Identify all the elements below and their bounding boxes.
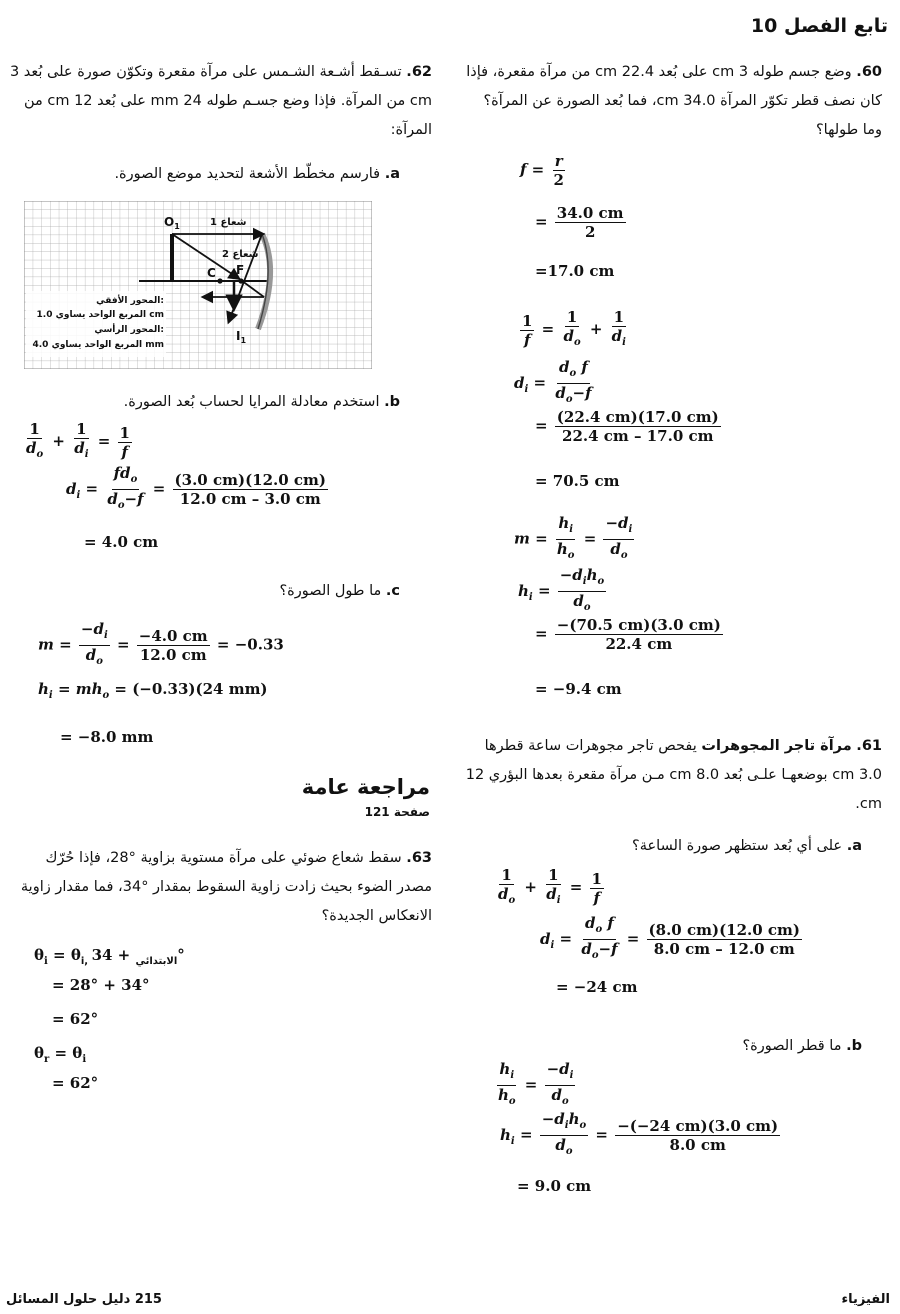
eq62-magnification: m = $\frac{-d_i}{d_o}$ = $\frac{-4.0 cm}{12.0 cm}$ = −0.33 [38, 620, 284, 667]
legend-horizontal-axis: المحور الأفقي: [96, 296, 164, 306]
problem-61-number: 61. [856, 738, 882, 754]
problem-61a: a. على أي بُعد ستظهر صورة الساعة؟ [632, 838, 862, 854]
legend-vertical-axis: المحور الرأسي: [94, 325, 164, 335]
object-label: $O_1$ [164, 215, 180, 231]
legend-vertical-scale: المربع الواحد يساوي 4.0 mm [32, 340, 164, 350]
review-heading: مراجعة عامة [301, 775, 430, 799]
eq62-di: $d_i$ = $\frac{fd_o}{d_o-f}$ = $\frac{(3.0 cm)(12.0 cm)}{12.0 cm - 3.0 cm}$ [66, 464, 327, 511]
problem-60-number: 60. [856, 64, 882, 80]
eq63-line5: = 62° [52, 1074, 99, 1092]
problem-61b: b. ما قطر الصورة؟ [742, 1038, 862, 1054]
eq60-di: $d_i$ = $\frac{d_o f}{d_o-f}$ [514, 358, 592, 405]
eq62-hi: $h_i = mh_o = (-0.33)(24$ mm) [38, 680, 268, 701]
eq60-di-result: = 70.5 cm [535, 472, 620, 490]
eq60-hi-value: = $\frac{-(70.5 cm)(3.0 cm)}{22.4 cm}$ [535, 616, 721, 653]
problem-62-statement: تسـقط أشـعة الشـمس على مرآة مقعرة وتكوّن صورة على بُعد 3 cm من المرآة. فإذا وضع جسـم طوله 24 mm على بُعد 12 cm من المرآة: [9, 64, 432, 138]
eq62-hi-result: = −8.0 mm [60, 728, 154, 746]
problem-62-number: 62. [406, 64, 432, 80]
eq63-line2: = 28° + 34° [52, 976, 150, 994]
legend-horizontal-scale: المربع الواحد يساوي 1.0 cm [36, 310, 164, 320]
problem-63-number: 63. [406, 850, 432, 866]
problem-60-statement: وضع جسم طوله 3 cm على بُعد 22.4 cm من مرآة مقعرة، فإذا كان نصف قطر تكوّر المرآة 34.0 cm، فما بُعد الصورة عن المرآة؟ وما طولها؟ [466, 64, 882, 138]
problem-61-title: مرآة تاجر المجوهرات [701, 738, 852, 754]
problem-61-text [462, 732, 882, 819]
problem-62b: b. استخدم معادلة المرايا لحساب بُعد الصورة. [123, 394, 400, 410]
eq60-f-result: =17.0 cm [535, 262, 615, 280]
eq61-mirror-equation: $\frac{1}{d_o}$ + $\frac{1}{d_i}$ = $\frac{1}{f}$ [498, 866, 602, 907]
eq62-di-result: = 4.0 cm [84, 533, 159, 551]
eq60-di-value: = $\frac{(22.4 cm)(17.0 cm)}{22.4 cm - 17.0 cm}$ [535, 408, 719, 445]
problem-60-text [462, 58, 882, 145]
footer-book-title: دليل حلول المسائل [6, 1292, 131, 1307]
problem-63-statement: سقط شعاع ضوئي على مرآة مستوية بزاوية °28، فإذا حُرّك مصدر الضوء بحيث زادت زاوية السقوط بمقدار °34، فما مقدار زاوية الانعكاس الجديدة؟ [20, 850, 432, 924]
focal-point [238, 278, 243, 283]
ray2-label: شعاع 2 [222, 249, 259, 260]
image-label: $I_1$ [236, 329, 247, 345]
eq62-mirror-equation: $\frac{1}{d_o}$ + $\frac{1}{d_i}$ = $\frac{1}{f}$ [26, 420, 130, 461]
eq60-f-value: = $\frac{34.0 cm}{2}$ [535, 204, 624, 241]
problem-62c: c. ما طول الصورة؟ [279, 583, 400, 599]
f-label: F [236, 263, 245, 277]
center-of-curvature-point [217, 278, 222, 283]
eq61-di-result: = −24 cm [556, 978, 638, 996]
eq63-line4: $\theta_r = \theta_i$ [34, 1044, 87, 1065]
footer-left [6, 1292, 162, 1307]
problem-63-text [6, 844, 432, 931]
ray-diagram [24, 201, 372, 369]
eq61-hi: $h_i$ = $\frac{-d_ih_o}{d_o}$ = $\frac{-(-24 cm)(3.0 cm)}{8.0 cm}$ [500, 1110, 779, 1157]
chapter-header: تابع الفصل 10 [750, 15, 888, 37]
footer-page-number: 215 [134, 1292, 162, 1307]
eq60-hi: $h_i$ = $\frac{-d_ih_o}{d_o}$ [518, 566, 605, 613]
eq63-line3: = 62° [52, 1010, 99, 1028]
ray1-label: شعاع 1 [210, 217, 247, 228]
eq61-magnification: $\frac{h_i}{h_o}$ = $\frac{-d_i}{d_o}$ [498, 1060, 574, 1107]
eq60-magnification: m = $\frac{h_i}{h_o}$ = $\frac{-d_i}{d_o}$ [514, 514, 633, 561]
eq61-di: $d_i$ = $\frac{d_o f}{d_o-f}$ = $\frac{(8.0 cm)(12.0 cm)}{8.0 cm - 12.0 cm}$ [540, 914, 801, 961]
c-label: C [207, 266, 216, 280]
eq61-hi-result: = 9.0 cm [517, 1177, 592, 1195]
problem-62-text [6, 58, 432, 145]
problem-62a: a. فارسم مخطّط الأشعة لتحديد موضع الصورة. [114, 166, 400, 182]
eq63-line1: $\theta_i = \theta_{i, الابتدائي} + 34^\circ$ [34, 946, 185, 967]
footer-subject: الفيزياء [841, 1292, 890, 1307]
eq60-mirror-equation: $\frac{1}{f}$ = $\frac{1}{d_o}$ + $\frac{1}{d_i}$ [522, 308, 626, 349]
review-page-ref: صفحة 121 [364, 805, 430, 819]
eq60-hi-result: = −9.4 cm [535, 680, 622, 698]
problem-61-statement: يفحص تاجر مجوهرات ساعة قطرها 3.0 cm بوضعهـا علـى بُعد 8.0 cm مـن مرآة مقعرة بعدها البؤري 12 cm. [465, 738, 882, 812]
eq60-f: f = $\frac{r}{2}$ [520, 152, 564, 189]
